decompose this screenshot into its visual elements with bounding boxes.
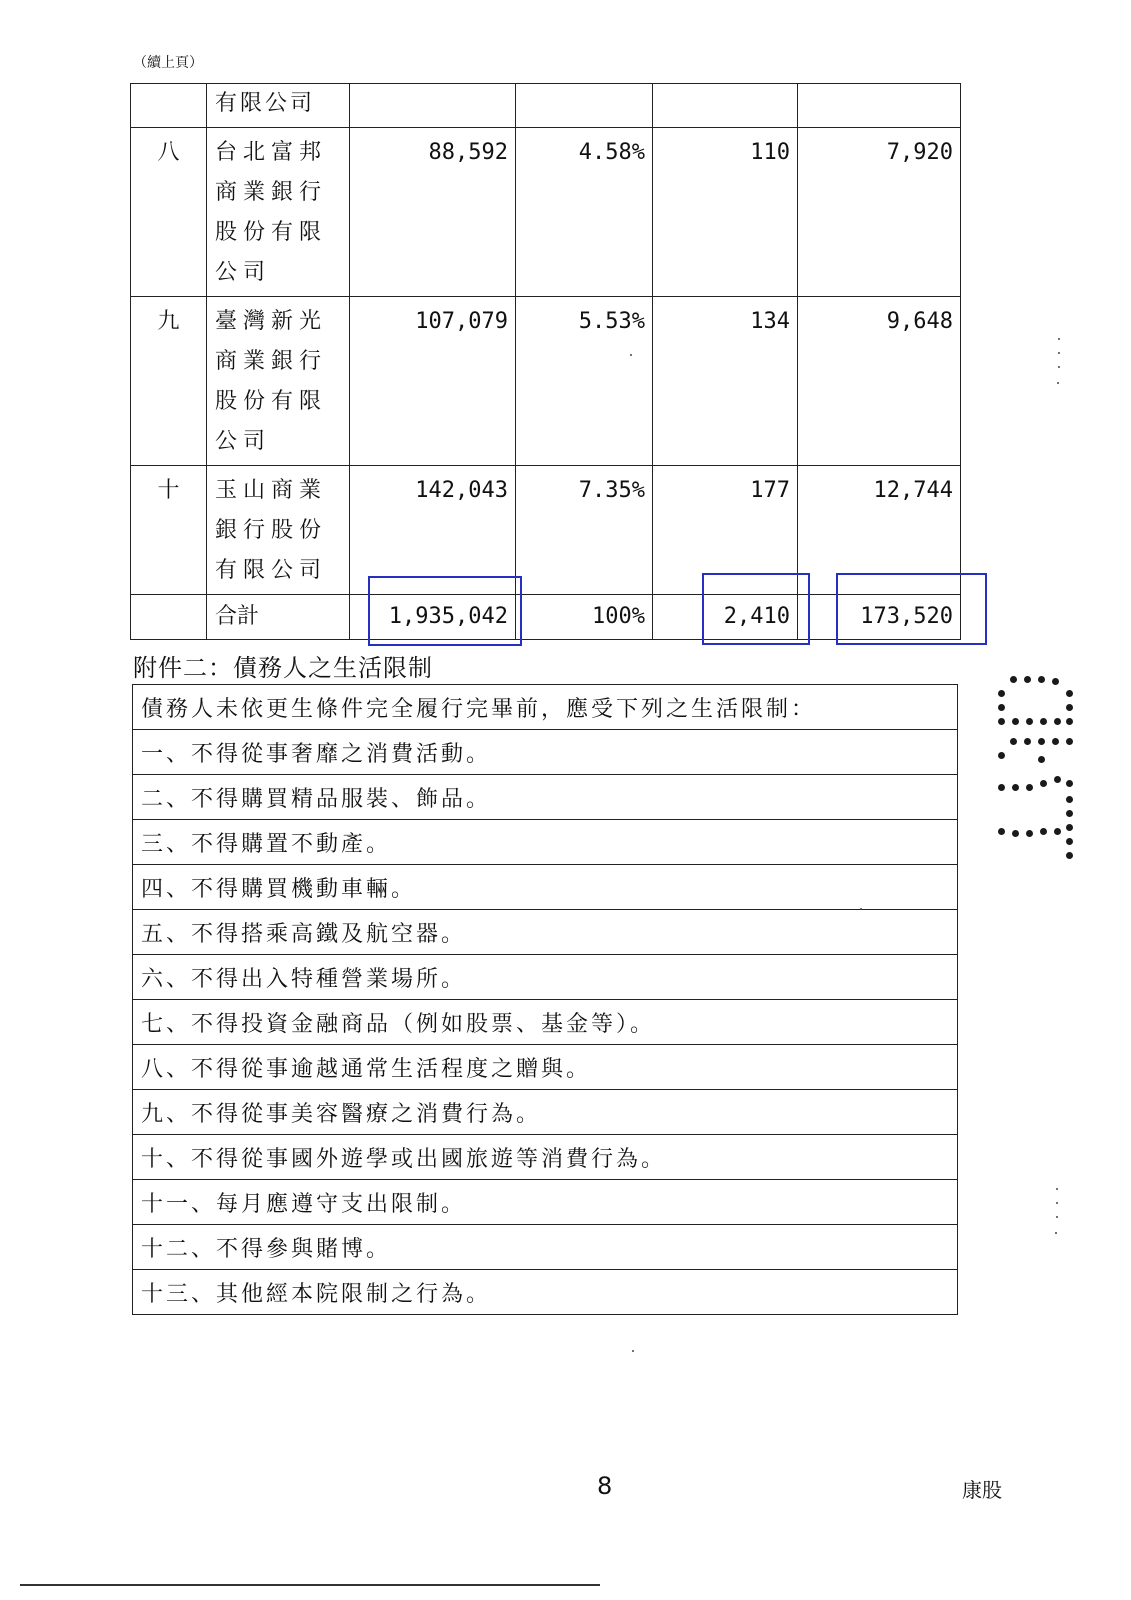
table-row [131, 297, 961, 466]
debt-ratio: 7.35% [516, 466, 653, 595]
row-index [131, 84, 207, 128]
scan-speck [1056, 1216, 1058, 1218]
creditor-name: 玉山商業銀行股份有限公司 [207, 466, 350, 595]
restriction-table [132, 684, 958, 1315]
monthly-payment: 134 [653, 297, 798, 466]
debt-amount [350, 84, 516, 128]
creditor-table [130, 83, 961, 640]
row-index [131, 595, 207, 640]
restriction-item: 五、不得搭乘高鐵及航空器。 [133, 910, 958, 955]
row-index: 十 [131, 466, 207, 595]
restriction-item: 九、不得從事美容醫療之消費行為。 [133, 1090, 958, 1135]
monthly-payment: 110 [653, 128, 798, 297]
footer-mark: 康股 [962, 1478, 1002, 1502]
table-row [131, 84, 961, 128]
row-index: 八 [131, 128, 207, 297]
total-payment: 7,920 [798, 128, 961, 297]
scan-speck [860, 908, 862, 910]
debt-amount: 142,043 [350, 466, 516, 595]
grand-total-payment: 173,520 [798, 595, 961, 640]
restriction-item: 三、不得購置不動產。 [133, 820, 958, 865]
highlight-box-monthly [702, 573, 810, 645]
restriction-item: 十、不得從事國外遊學或出國旅遊等消費行為。 [133, 1135, 958, 1180]
restriction-item: 四、不得購買機動車輛。 [133, 865, 958, 910]
bottom-rule [20, 1584, 600, 1586]
scan-speck [1057, 382, 1059, 384]
restriction-item: 二、不得購買精品服裝、飾品。 [133, 775, 958, 820]
table-row [131, 128, 961, 297]
scan-speck [1058, 366, 1060, 368]
total-payment: 9,648 [798, 297, 961, 466]
scan-speck [1058, 352, 1060, 354]
scan-speck [630, 354, 632, 356]
total-label: 合計 [207, 595, 350, 640]
creditor-name: 有限公司 [207, 84, 350, 128]
row-index: 九 [131, 297, 207, 466]
page-number: 8 [597, 1472, 613, 1500]
total-debt-amount: 1,935,042 [350, 595, 516, 640]
highlight-box-amount [368, 576, 522, 646]
total-payment: 12,744 [798, 466, 961, 595]
scan-speck [1058, 338, 1060, 340]
total-monthly-payment: 2,410 [653, 595, 798, 640]
restriction-item: 十一、每月應遵守支出限制。 [133, 1180, 958, 1225]
restriction-item: 七、不得投資金融商品（例如股票、基金等）。 [133, 1000, 958, 1045]
scan-speck [632, 1350, 634, 1352]
scan-speck [1056, 1188, 1058, 1190]
debt-amount: 107,079 [350, 297, 516, 466]
annex-title: 附件二：債務人之生活限制 [133, 654, 433, 682]
perforation-stamp [996, 676, 1078, 862]
debt-ratio: 5.53% [516, 297, 653, 466]
monthly-payment [653, 84, 798, 128]
debt-ratio [516, 84, 653, 128]
total-payment [798, 84, 961, 128]
restriction-item: 八、不得從事逾越通常生活程度之贈與。 [133, 1045, 958, 1090]
restriction-item: 六、不得出入特種營業場所。 [133, 955, 958, 1000]
debt-amount: 88,592 [350, 128, 516, 297]
scan-speck [1056, 1202, 1058, 1204]
restriction-item: 十三、其他經本院限制之行為。 [133, 1270, 958, 1315]
creditor-name: 臺灣新光商業銀行股份有限公司 [207, 297, 350, 466]
restriction-intro: 債務人未依更生條件完全履行完畢前，應受下列之生活限制： [133, 685, 958, 730]
highlight-box-total [836, 573, 987, 645]
restriction-item: 十二、不得參與賭博。 [133, 1225, 958, 1270]
monthly-payment: 177 [653, 466, 798, 595]
scan-speck [1055, 1232, 1057, 1234]
continued-label: （續上頁） [133, 55, 203, 71]
total-ratio: 100% [516, 595, 653, 640]
debt-ratio: 4.58% [516, 128, 653, 297]
restriction-item: 一、不得從事奢靡之消費活動。 [133, 730, 958, 775]
creditor-name: 台北富邦商業銀行股份有限公司 [207, 128, 350, 297]
